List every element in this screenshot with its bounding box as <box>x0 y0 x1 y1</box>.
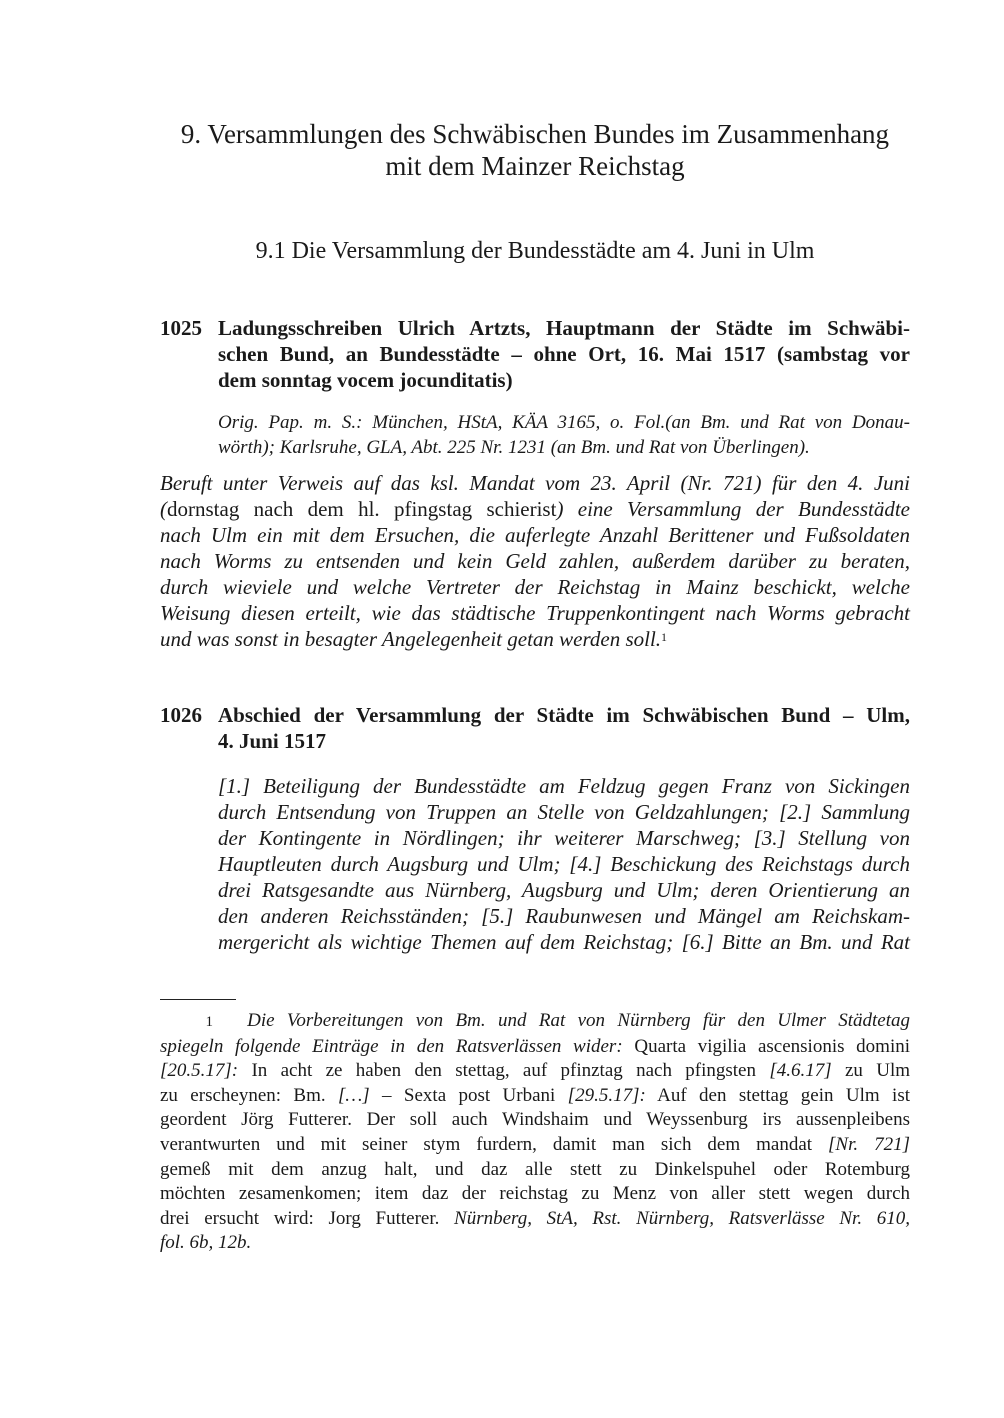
text-line <box>160 1035 910 1060</box>
section-title: 9.1 Die Versammlung der Bundesstädte am 4. Juni in Ulm <box>255 238 815 264</box>
text-segment: […] <box>337 1084 370 1106</box>
chapter-title-line: 9. Versammlungen des Schwäbischen Bundes im Zusammenhang <box>180 119 890 149</box>
text-segment: schen Bund, an Bundesstädte – ohne Ort, 16. Mai 1517 (sambstag vor <box>218 342 910 366</box>
text-segment: der Kontingente in Nördlingen; ihr weiterer Marschweg; [3.] Stellung von <box>218 826 910 850</box>
text-segment: den anderen Reichsständen; [5.] Raubunwesen und Mängel am Reichskam- <box>218 904 910 928</box>
text-segment: wörth); Karlsruhe, GLA, Abt. 225 Nr. 1231 (an Bm. und Rat von Überlingen). <box>218 437 810 458</box>
text-line <box>160 1207 910 1232</box>
text-segment: Beruft unter Verweis auf das ksl. Mandat vom 23. April (Nr. 721) für den 4. Juni <box>160 471 910 495</box>
text-line <box>160 1059 910 1084</box>
text-line <box>218 903 910 929</box>
text-segment: Die Vorbereitungen von Bm. und Rat von Nürnberg für den Ulmer Städtetag <box>247 1010 911 1031</box>
document-1026-heading <box>160 702 910 754</box>
text-segment: verantwurten und mit seiner stym furdern, damit man sich dem mandat <box>160 1133 829 1155</box>
text-segment: und was sonst in besagter Angelegenheit getan werden soll. <box>160 627 662 651</box>
document-1025-heading <box>160 315 910 393</box>
footnote-marker: 1 <box>661 630 668 644</box>
heading-text <box>218 315 910 393</box>
text-line <box>218 825 910 851</box>
text-segment: nach Worms zu entsenden und kein Geld zahlen, außerdem darüber zu beraten, <box>160 549 910 573</box>
text-segment: drei ersucht wird: Jorg Futterer. <box>160 1207 455 1229</box>
text-line <box>160 1158 910 1183</box>
text-line <box>218 341 910 367</box>
text-segment: [Nr. 721] <box>828 1133 911 1155</box>
chapter-title-line: mit dem Mainzer Reichstag <box>385 151 685 181</box>
text-segment: gemeß mit dem anzug halt, und daz alle stett zu Dinkelspuhel oder Rotemburg <box>160 1158 910 1180</box>
text-line <box>160 1133 910 1158</box>
text-segment: Nürnberg, StA, Rst. Nürnberg, Ratsverlässe Nr. 610, <box>454 1207 910 1229</box>
text-line <box>218 877 910 903</box>
text-segment: Ladungsschreiben Ulrich Artzts, Hauptmann der Städte im Schwäbi- <box>218 316 910 340</box>
text-segment: 1 <box>160 1014 248 1030</box>
text-line <box>160 1108 910 1133</box>
text-segment: [20.5.17]: <box>160 1060 239 1082</box>
text-segment: – Sexta post Urbani <box>369 1084 568 1106</box>
text-line <box>160 1182 910 1207</box>
text-line <box>218 702 910 728</box>
text-segment: dornstag nach dem hl. pfingstag schierist <box>167 497 557 521</box>
text-segment: Abschied der Versammlung der Städte im Schwäbischen Bund – Ulm, <box>218 703 910 727</box>
text-segment: fol. 6b, 12b. <box>160 1232 252 1254</box>
text-segment: durch wieviele und welche Vertreter der Reichstag in Mainz beschickt, welche <box>160 575 910 599</box>
text-line <box>160 522 910 548</box>
text-segment: mergericht als wichtige Themen auf dem Reichstag; [6.] Bitte an Bm. und Rat <box>218 930 910 954</box>
text-line <box>160 470 910 496</box>
document-summary <box>218 773 910 955</box>
text-segment: geordent Jörg Futterer. Der soll auch Windshaim und Weyssenburg irs aussenpleibens <box>160 1109 910 1131</box>
text-segment: Quarta vigilia ascensionis domini <box>622 1035 911 1057</box>
chapter-title <box>150 118 920 182</box>
text-line <box>218 410 910 435</box>
text-segment: Orig. Pap. m. S.: München, HStA, KÄA 3165, o. Fol.(an Bm. und Rat von Donau- <box>218 412 910 433</box>
text-segment: zu erscheynen: Bm. <box>160 1084 338 1106</box>
archival-source <box>218 410 910 460</box>
text-line <box>218 367 910 393</box>
heading-text <box>218 702 910 754</box>
text-segment: nach Ulm ein mit dem Ersuchen, die auferlegte Anzahl Berittener und Fußsoldaten <box>160 523 910 547</box>
text-line <box>218 435 910 460</box>
text-line <box>160 600 910 626</box>
text-line <box>160 496 910 522</box>
text-segment: [1.] Beteiligung der Bundesstädte am Feldzug gegen Franz von Sickingen <box>218 774 910 798</box>
footnote-rule <box>160 999 236 1000</box>
document-number: 1026 <box>160 703 202 727</box>
text-line <box>160 1084 910 1109</box>
text-segment: 4. Juni 1517 <box>218 729 326 753</box>
text-segment: zu Ulm <box>831 1060 910 1082</box>
text-segment: dem sonntag vocem jocunditatis) <box>218 368 513 392</box>
text-line <box>160 574 910 600</box>
text-line <box>218 851 910 877</box>
footnote <box>160 1009 910 1256</box>
text-segment: möchten zesamenkomen; item daz der reichstag zu Menz von aller stett wegen durch <box>160 1183 910 1205</box>
text-line <box>218 799 910 825</box>
text-line <box>218 315 910 341</box>
text-line <box>160 1009 910 1035</box>
text-line <box>160 548 910 574</box>
text-segment: durch Entsendung von Truppen an Stelle von Geldzahlungen; [2.] Sammlung <box>218 800 910 824</box>
text-segment: Weisung diesen erteilt, wie das städtische Truppenkontingent nach Worms gebracht <box>160 601 910 625</box>
text-segment: spiegeln folgende Einträge in den Ratsverlässen wider: <box>160 1035 623 1057</box>
text-line <box>160 626 910 652</box>
text-line <box>218 728 910 754</box>
text-segment: [4.6.17] <box>769 1060 832 1082</box>
document-number: 1025 <box>160 316 202 340</box>
text-segment: ) eine Versammlung der Bundesstädte <box>556 497 911 521</box>
document-summary <box>160 470 910 652</box>
text-segment: Auf den stettag gein Ulm ist <box>645 1084 910 1106</box>
text-segment: Hauptleuten durch Augsburg und Ulm; [4.] Beschickung des Reichstags durch <box>218 852 910 876</box>
text-segment: drei Ratsgesandte aus Nürnberg, Augsburg und Ulm; deren Orientierung an <box>218 878 910 902</box>
text-segment: [29.5.17]: <box>567 1084 646 1106</box>
text-segment: In acht ze haben den stettag, auf pfinztag nach pfingsten <box>238 1060 770 1082</box>
text-line <box>160 1231 910 1256</box>
text-line <box>218 929 910 955</box>
text-segment: ( <box>160 497 167 521</box>
text-line <box>218 773 910 799</box>
